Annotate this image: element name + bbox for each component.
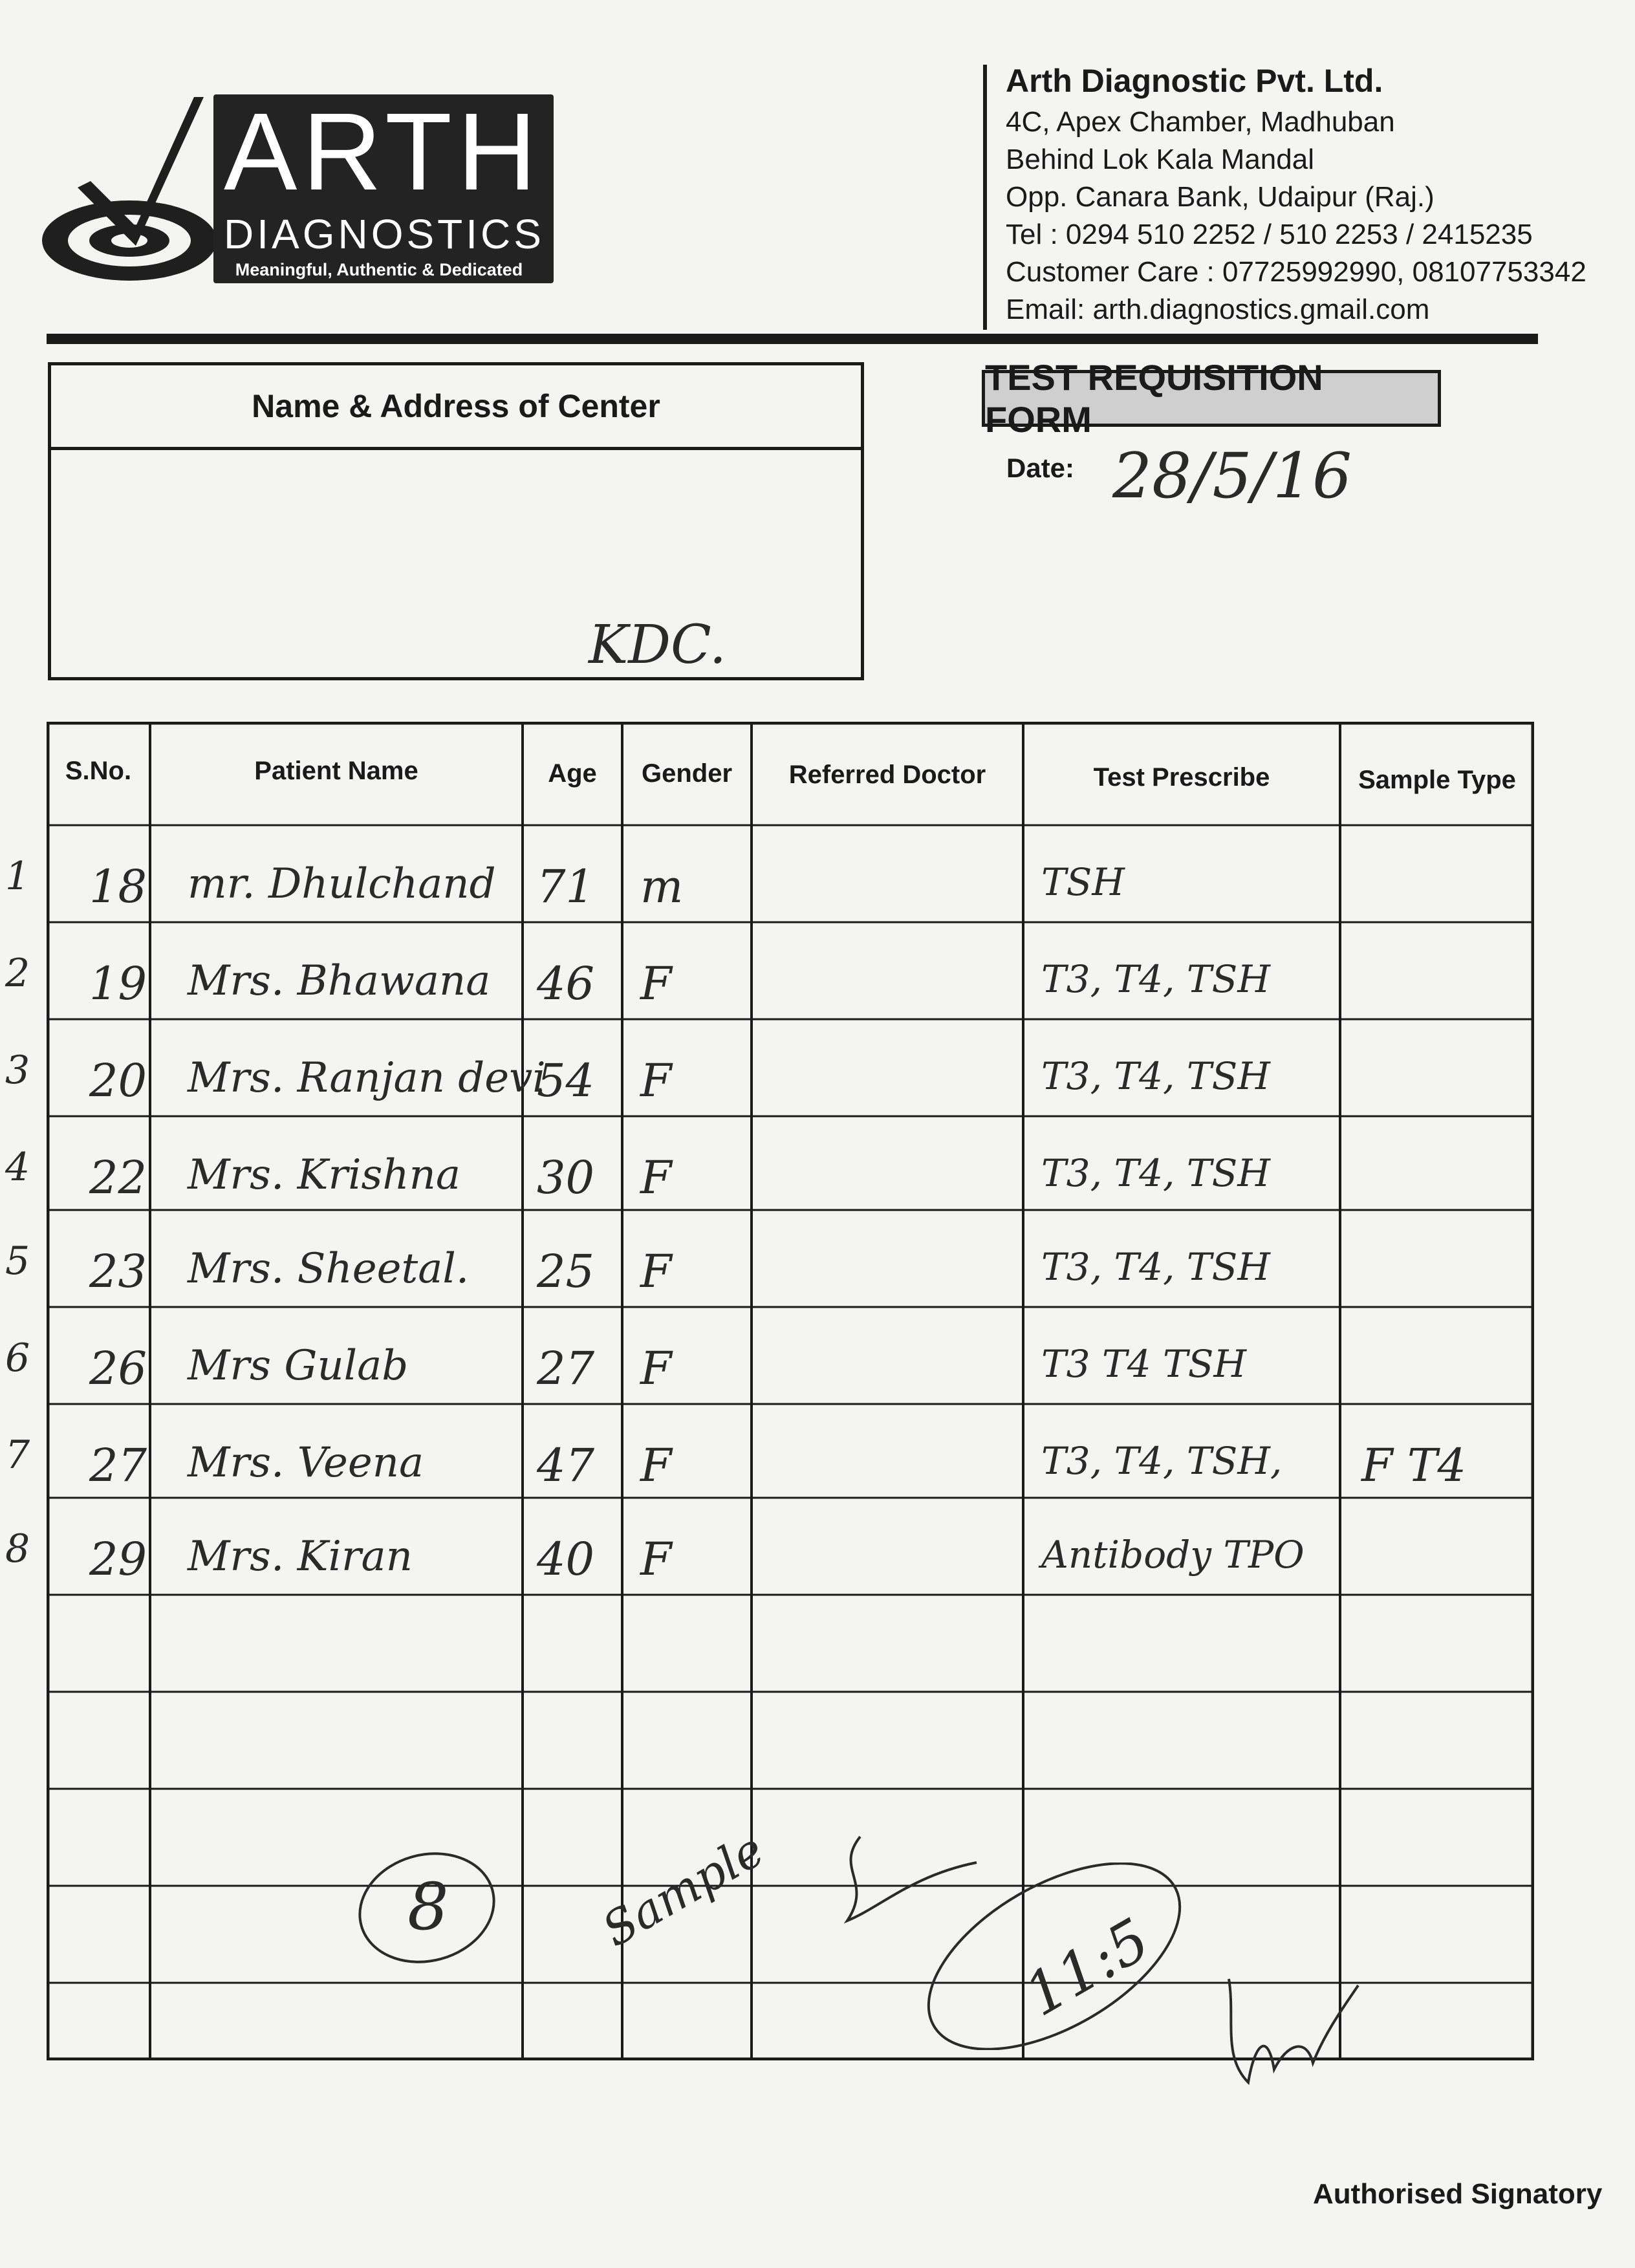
date-label: Date: — [1006, 453, 1075, 483]
cell-patient-name: Mrs. Veena — [188, 1439, 424, 1487]
header-doctor: Referred Doctor — [788, 761, 986, 789]
logo-wordmark: ARTH — [224, 91, 542, 213]
row-margin-number: 4 — [5, 1145, 30, 1190]
cell-patient-name: Mrs. Bhawana — [188, 957, 491, 1005]
count-note: 8 — [407, 1869, 449, 1945]
cell-gender: F — [640, 1439, 672, 1492]
cell-patient-name: Mrs. Kiran — [188, 1533, 413, 1581]
header-divider — [983, 65, 987, 330]
cell-gender: m — [640, 860, 684, 913]
cell-age: 40 — [537, 1533, 595, 1586]
form-title: TEST REQUISITION FORM — [982, 370, 1441, 427]
header-rule — [47, 334, 1538, 344]
row-margin-number: 5 — [5, 1238, 30, 1284]
phone-line: Tel : 0294 510 2252 / 510 2253 / 2415235 — [1006, 219, 1533, 250]
cell-test: Antibody TPO — [1041, 1533, 1305, 1577]
company-name: Arth Diagnostic Pvt. Ltd. — [1006, 63, 1383, 99]
date-value: 28/5/16 — [1112, 440, 1352, 512]
initial-mark-icon — [821, 1830, 983, 1934]
cell-gender: F — [640, 1245, 672, 1298]
signature-icon — [1216, 1966, 1371, 2095]
cell-age: 47 — [537, 1439, 595, 1492]
cell-gender: F — [640, 1342, 672, 1395]
address-line: Behind Lok Kala Mandal — [1006, 144, 1314, 175]
row-margin-number: 2 — [5, 951, 30, 996]
row-margin-number: 8 — [5, 1526, 30, 1571]
logo-tagline: Meaningful, Authentic & Dedicated — [235, 260, 523, 279]
header-sample: Sample Type — [1358, 766, 1516, 794]
cell-test: T3, T4, TSH — [1041, 1054, 1270, 1098]
row-margin-number: 3 — [5, 1048, 30, 1093]
address-line: Opp. Canara Bank, Udaipur (Raj.) — [1006, 181, 1435, 213]
patient-table — [47, 722, 1534, 2060]
cell-sno: 29 — [89, 1533, 147, 1586]
cell-sno: 26 — [89, 1342, 147, 1395]
cell-test: T3, T4, TSH — [1041, 1151, 1270, 1195]
cell-patient-name: Mrs. Krishna — [188, 1151, 460, 1199]
address-line: 4C, Apex Chamber, Madhuban — [1006, 106, 1395, 138]
cell-patient-name: Mrs. Sheetal. — [188, 1245, 470, 1293]
cell-sno: 18 — [89, 860, 147, 913]
cell-sno: 20 — [89, 1054, 147, 1107]
header-age: Age — [548, 759, 597, 788]
cell-gender: F — [640, 1151, 672, 1204]
cell-age: 30 — [537, 1151, 595, 1204]
cell-age: 54 — [537, 1054, 595, 1107]
header-sno: S.No. — [65, 757, 132, 785]
header-test: Test Prescribe — [1093, 763, 1270, 792]
cell-test: T3, T4, TSH — [1041, 957, 1270, 1001]
header-gender: Gender — [641, 759, 733, 788]
cell-test: T3, T4, TSH — [1041, 1245, 1270, 1289]
header-patient: Patient Name — [254, 757, 418, 785]
logo-subtitle: DIAGNOSTICS — [224, 211, 545, 257]
email-line: Email: arth.diagnostics.gmail.com — [1006, 294, 1430, 325]
time-note: 11:5 — [1013, 1905, 1161, 2030]
cell-age: 71 — [537, 860, 595, 913]
row-margin-number: 1 — [5, 854, 30, 899]
sample-note: Sample — [593, 1822, 774, 1958]
cell-patient-name: Mrs Gulab — [188, 1342, 409, 1390]
customer-care-line: Customer Care : 07725992990, 08107753342 — [1006, 256, 1586, 288]
cell-gender: F — [640, 1054, 672, 1107]
center-value: KDC. — [589, 614, 726, 676]
cell-age: 25 — [537, 1245, 595, 1298]
authorised-signatory: Authorised Signatory — [1313, 2178, 1603, 2210]
cell-sno: 23 — [89, 1245, 147, 1298]
center-address-box — [48, 362, 864, 680]
cell-sno: 27 — [89, 1439, 147, 1492]
cell-test: T3, T4, TSH, — [1041, 1439, 1283, 1483]
cell-gender: F — [640, 957, 672, 1010]
cell-sno: 22 — [89, 1151, 147, 1204]
cell-sno: 19 — [89, 957, 147, 1010]
cell-patient-name: mr. Dhulchand — [188, 860, 496, 908]
cell-age: 27 — [537, 1342, 595, 1395]
cell-test: TSH — [1041, 860, 1125, 904]
row-margin-number: 7 — [5, 1432, 30, 1478]
cell-sample: F T4 — [1361, 1439, 1467, 1492]
cell-age: 46 — [537, 957, 595, 1010]
cell-patient-name: Mrs. Ranjan devi — [188, 1054, 546, 1102]
cell-test: T3 T4 TSH — [1041, 1342, 1247, 1386]
cell-gender: F — [640, 1533, 672, 1586]
arth-logo-target-icon — [39, 91, 226, 285]
row-margin-number: 6 — [5, 1335, 30, 1381]
center-label: Name & Address of Center — [51, 365, 861, 450]
